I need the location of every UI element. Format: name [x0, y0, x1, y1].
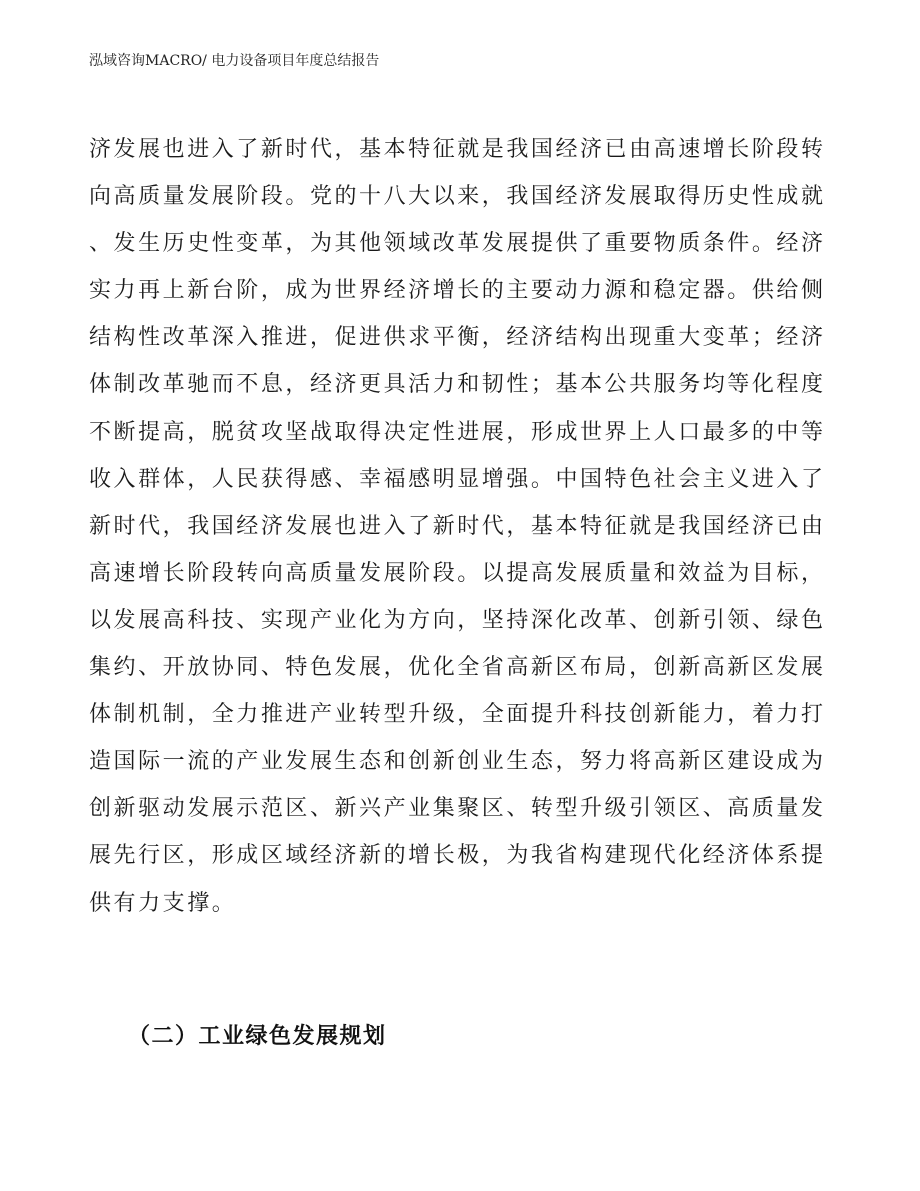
paragraph-line: 不断提高，脱贫攻坚战取得决定性进展，形成世界上人口最多的中等: [89, 419, 826, 445]
paragraph-line: 集约、开放协同、特色发展，优化全省高新区布局，创新高新区发展: [89, 655, 826, 681]
paragraph-line: 新时代，我国经济发展也进入了新时代，基本特征就是我国经济已由: [89, 513, 826, 539]
paragraph-line: 体制改革驰而不息，经济更具活力和韧性；基本公共服务均等化程度: [89, 372, 826, 398]
paragraph-line: 供有力支撑。: [89, 890, 237, 916]
paragraph-line: 收入群体，人民获得感、幸福感明显增强。中国特色社会主义进入了: [89, 466, 826, 492]
paragraph-line: 高速增长阶段转向高质量发展阶段。以提高发展质量和效益为目标，: [89, 560, 826, 586]
paragraph-line: 体制机制，全力推进产业转型升级，全面提升科技创新能力，着力打: [89, 702, 826, 728]
paragraph-line: 向高质量发展阶段。党的十八大以来，我国经济发展取得历史性成就: [89, 184, 826, 210]
paragraph-line: 济发展也进入了新时代，基本特征就是我国经济已由高速增长阶段转: [89, 137, 826, 162]
paragraph-line: 展先行区，形成区域经济新的增长极，为我省构建现代化经济体系提: [89, 843, 826, 869]
paragraph-line: 创新驱动发展示范区、新兴产业集聚区、转型升级引领区、高质量发: [89, 796, 826, 822]
paragraph-line: 造国际一流的产业发展生态和创新创业生态，努力将高新区建设成为: [89, 749, 826, 775]
body-paragraph: [89, 126, 831, 927]
paragraph-line: 实力再上新台阶，成为世界经济增长的主要动力源和稳定器。供给侧: [89, 278, 826, 304]
paragraph-line: 以发展高科技、实现产业化为方向，坚持深化改革、创新引领、绿色: [89, 607, 826, 633]
section-heading: （二）工业绿色发展规划: [128, 1023, 387, 1049]
paragraph-line: 结构性改革深入推进，促进供求平衡，经济结构出现重大变革；经济: [89, 325, 826, 351]
page-header: 泓域咨询MACRO/ 电力设备项目年度总结报告: [89, 53, 380, 69]
paragraph-line: 、发生历史性变革，为其他领域改革发展提供了重要物质条件。经济: [89, 231, 826, 257]
